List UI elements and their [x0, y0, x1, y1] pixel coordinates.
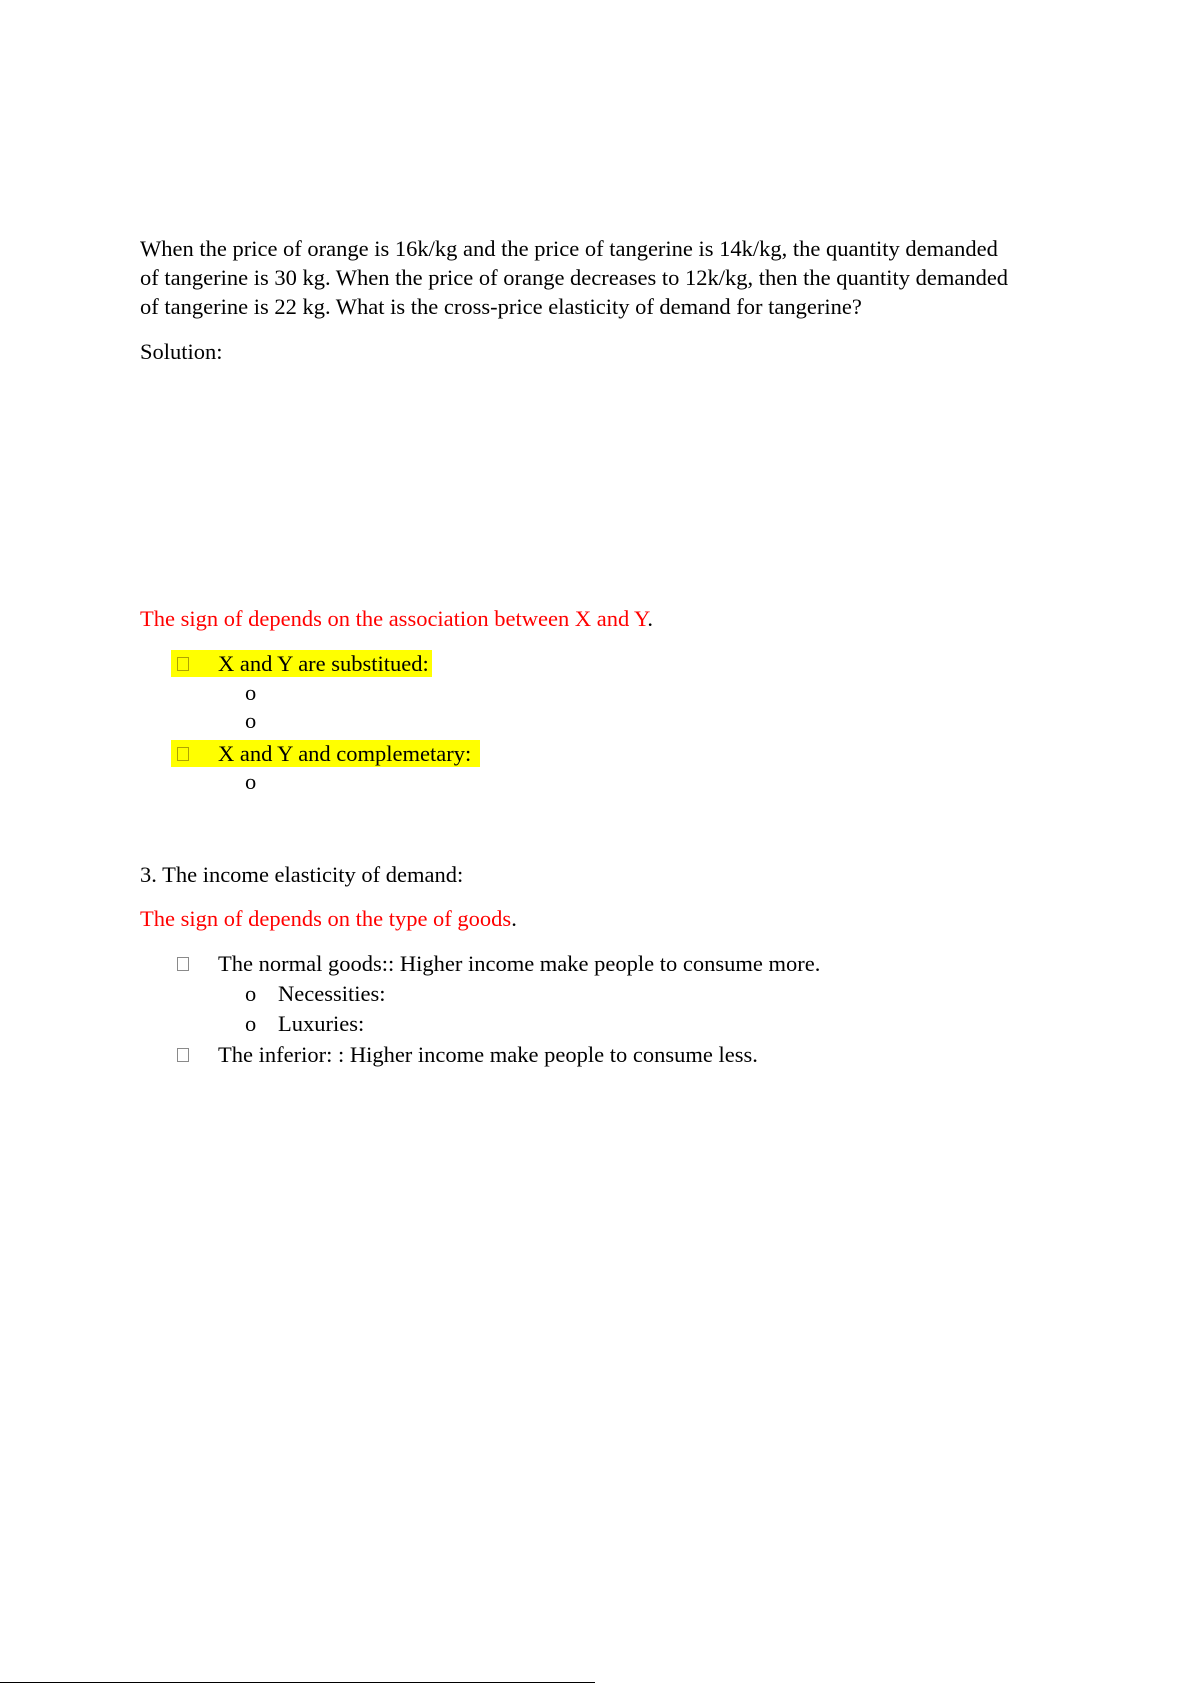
income-sign-period: . [511, 906, 517, 931]
sub-bullet-icon: o [245, 708, 257, 733]
sub-bullet-icon: o [245, 981, 257, 1006]
question-line-1: When the price of orange is 16k/kg and the price of tangerine is 14k/kg, the quantity demanded [140, 236, 998, 261]
complementary-label: X and Y and complemetary: [218, 741, 472, 766]
question-line-3: of tangerine is 22 kg. What is the cross-price elasticity of demand for tangerine? [140, 294, 862, 319]
question-line-2: of tangerine is 30 kg. When the price of orange decreases to 12k/kg, then the quantity demanded [140, 265, 1009, 290]
solution-label: Solution: [140, 339, 223, 364]
footer-rule [0, 1682, 595, 1683]
normal-goods-item: The normal goods:: Higher income make people to consume more. [218, 951, 821, 976]
cross-price-sign-note [140, 604, 653, 633]
necessities-item: Necessities: [278, 981, 386, 1006]
income-sign-text: The sign of depends on the type of goods [140, 906, 512, 931]
income-heading: 3. The income elasticity of demand: [140, 862, 464, 887]
cross-price-sign-period: . [647, 606, 654, 631]
square-bullet-icon [177, 747, 189, 761]
square-bullet-icon [177, 957, 189, 971]
inferior-goods-item: The inferior: : Higher income make people to consume less. [218, 1042, 758, 1067]
substitutes-suffix: : [422, 651, 429, 676]
sub-bullet-icon: o [245, 680, 257, 705]
square-bullet-icon [177, 657, 189, 671]
sub-bullet-icon: o [245, 1011, 257, 1036]
sub-bullet-icon: o [245, 769, 257, 794]
income-sign-note [140, 904, 517, 933]
cross-price-sign-text: The sign of depends on the association between X and Y [140, 606, 648, 631]
luxuries-item: Luxuries: [278, 1011, 365, 1036]
footer-scan-mark [592, 1677, 722, 1685]
substitutes-item [218, 650, 429, 677]
substitutes-label: X and Y are substitued [218, 651, 423, 676]
square-bullet-icon [177, 1048, 189, 1062]
